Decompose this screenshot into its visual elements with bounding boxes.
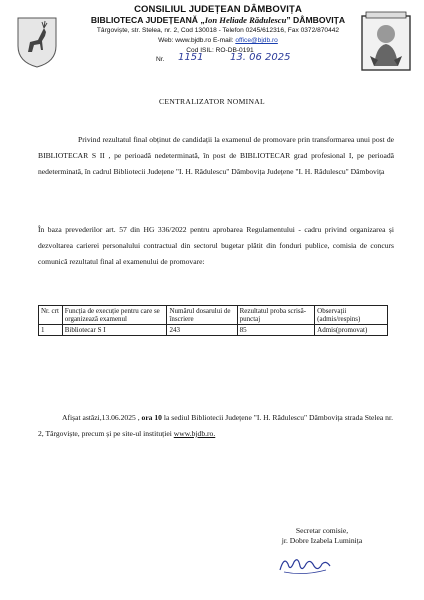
website-link[interactable]: www.bjdb.ro. xyxy=(173,429,216,438)
cell-function: Bibliotecar S I xyxy=(62,325,167,336)
signature-block xyxy=(262,526,382,546)
header-function: Funcția de execuție pentru care se organizează examenul xyxy=(62,306,167,325)
council-name: CONSILIUL JUDEȚEAN DÂMBOVIȚA xyxy=(134,4,302,15)
header-file-number: Numărul dosarului de înscriere xyxy=(167,306,237,325)
handwritten-signature xyxy=(276,552,332,578)
signature-role: Secretar comisie, xyxy=(295,526,349,535)
email-link[interactable]: office@bjdb.ro xyxy=(235,37,278,44)
handwritten-registration-number: 1151 xyxy=(178,52,204,63)
header-observations: Observații (admis/respins) xyxy=(315,306,388,325)
address-line: Târgoviște, str. Stelea, nr. 2, Cod 130018 - Telefon 0245/612316, Fax 0372/870442 xyxy=(96,27,340,34)
paragraph-posting-notice: Afișat astăzi,13.06.2025 , ora 10 la sediul Bibliotecii Județene "I. H. Rădulescu" Dâmbovița strada Stelea nr. 2, Târgoviște, precum și pe site-ul instituției www.bjdb.ro. xyxy=(38,413,393,438)
library-name: BIBLIOTECA JUDEȚEANĂ „Ion Heliade Rădulescu” DÂMBOVIȚA xyxy=(90,15,346,25)
cell-nr: 1 xyxy=(39,325,63,336)
paragraph-legal-basis: În baza prevederilor art. 57 din HG 336/2022 pentru aprobarea Regulamentului - cadru privind organizarea și dezvoltarea carierei personalului contractual din sectorul bugetar plătit din fonduri publice, comisia de concurs comunică rezultatul final al examenului de promovare: xyxy=(38,225,394,266)
contact-line: Web: www.bjdb.ro E-mail: office@bjdb.ro xyxy=(158,37,278,44)
results-table xyxy=(38,305,388,336)
paragraph-subject: Privind rezultatul final obținut de candidații la examenul de promovare prin transformarea unui post de BIBLIOTECAR S II , pe perioadă nedeterminată, în post de BIBLIOTECAR grad profesional I, pe perioadă nedeterminată, în cadrul Bibliotecii Județene "I. H. Rădulescu" Dâmbovița Județene "I. H. Rădulescu" Dâmbovița xyxy=(38,135,394,176)
header-nr-crt: Nr. crt xyxy=(39,306,63,325)
table-row xyxy=(39,325,388,336)
cell-result: Admis(promovat) xyxy=(315,325,388,336)
county-crest-logo xyxy=(16,16,58,68)
registration-number-label: Nr. xyxy=(156,56,165,63)
cell-score: 85 xyxy=(237,325,315,336)
cell-file-number: 243 xyxy=(167,325,237,336)
table-header-row xyxy=(39,306,388,325)
signature-name: jr. Dobre Izabela Luminița xyxy=(281,536,363,545)
isil-code: Cod ISIL: RO-DB-0191 xyxy=(186,47,254,54)
document-title: CENTRALIZATOR NOMINAL xyxy=(159,97,265,106)
handwritten-date: 13. 06 2025 xyxy=(230,52,291,63)
header-written-score: Rezultatul proba scrisă-punctaj xyxy=(237,306,315,325)
